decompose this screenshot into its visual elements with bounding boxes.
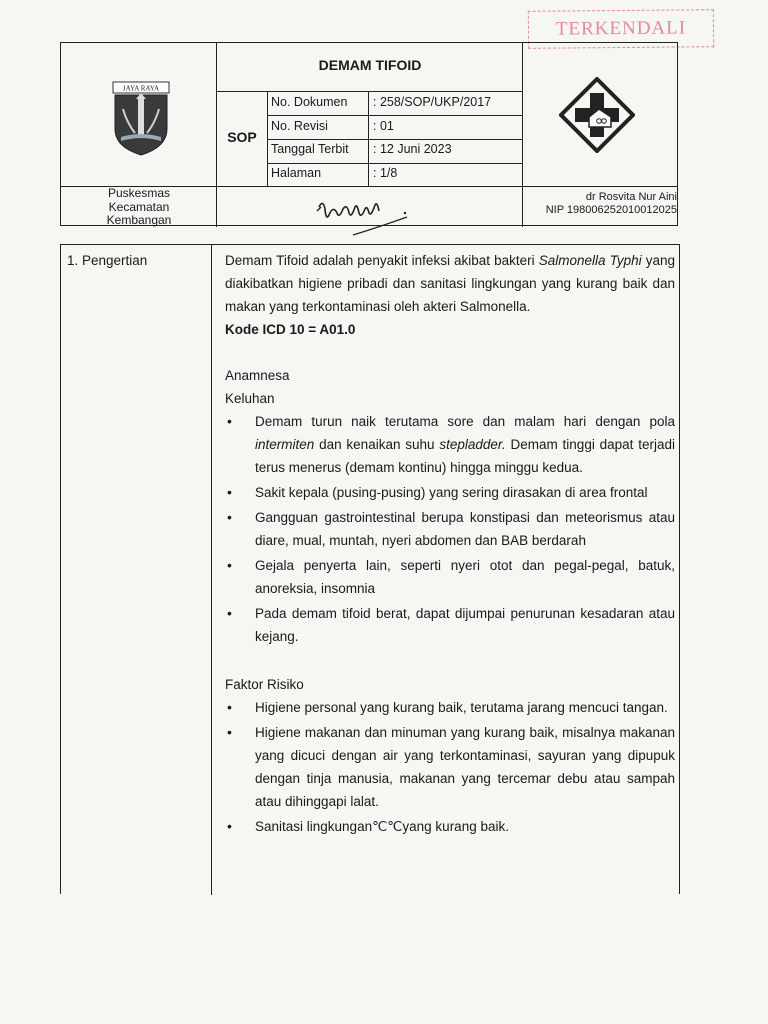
- sop-header-table: [60, 42, 678, 226]
- anamnesa-heading: Anamnesa: [225, 368, 290, 383]
- list-item: • Sakit kepala (pusing-pusing) yang sering dirasakan di area frontal: [225, 481, 675, 504]
- section-content: [225, 249, 675, 840]
- section-label-pengertian: 1. Pengertian: [67, 253, 148, 268]
- keluhan-heading: Keluhan: [225, 391, 275, 406]
- puskesmas-name: Puskesmas Kecamatan Kembangan: [106, 186, 172, 227]
- list-item: • Higiene personal yang kurang baik, terutama jarang mencuci tangan.: [225, 696, 675, 719]
- sop-content-table: [60, 244, 680, 894]
- list-item: • Demam turun naik terutama sore dan malam hari dengan pola intermiten dan kenaikan suhu stepladder. Demam tinggi dapat terjadi terus menerus (demam kontinu) hingga minggu kedua.: [225, 410, 675, 479]
- list-item: • Sanitasi lingkungan℃℃yang kurang baik.: [225, 815, 675, 838]
- meta-label-no-revisi: No. Revisi: [271, 119, 328, 133]
- meta-label-no-dokumen: No. Dokumen: [271, 95, 348, 109]
- meta-label-halaman: Halaman: [271, 166, 322, 180]
- signature: [309, 191, 439, 239]
- meta-value-no-revisi: : 01: [373, 119, 394, 133]
- list-item: • Higiene makanan dan minuman yang kurang baik, misalnya makanan yang dicuci dengan air yang terkontaminasi, sayuran yang dipupuk dengan tinja manusia, makanan yang tercemar debu atau sampah atau dihinggapi lalat.: [225, 721, 675, 813]
- jaya-raya-text: JAYA RAYA: [122, 84, 160, 93]
- jakarta-logo: [107, 79, 175, 157]
- icd-code: Kode ICD 10 = A01.0: [225, 322, 356, 337]
- kepala-puskesmas: dr Rosvita Nur Aini NIP 198006252010012025: [545, 191, 677, 216]
- keluhan-list: [225, 410, 675, 648]
- meta-value-tanggal-terbit: : 12 Juni 2023: [373, 142, 452, 156]
- definition-paragraph: Demam Tifoid adalah penyakit infeksi akibat bakteri Salmonella Typhi yang diakibatkan higiene pribadi dan sanitasi lingkungan yang kurang baik dan makan yang terkontaminasi oleh akteri Salmonella.: [225, 253, 675, 314]
- meta-value-no-dokumen: : 258/SOP/UKP/2017: [373, 95, 492, 109]
- list-item: • Pada demam tifoid berat, dapat dijumpai penurunan kesadaran atau kejang.: [225, 602, 675, 648]
- faktor-risiko-heading: Faktor Risiko: [225, 677, 304, 692]
- puskesmas-logo: [559, 77, 635, 153]
- list-item: • Gejala penyerta lain, seperti nyeri otot dan pegal-pegal, batuk, anoreksia, insomnia: [225, 554, 675, 600]
- list-item: • Gangguan gastrointestinal berupa konstipasi dan meteorismus atau diare, mual, muntah, nyeri abdomen dan BAB berdarah: [225, 506, 675, 552]
- faktor-risiko-list: [225, 696, 675, 838]
- terkendali-stamp: TERKENDALI: [528, 9, 714, 49]
- meta-value-halaman: : 1/8: [373, 166, 398, 180]
- document-title: DEMAM TIFOID: [318, 57, 422, 73]
- meta-label-tanggal-terbit: Tanggal Terbit: [271, 142, 349, 156]
- sop-label: SOP: [227, 129, 257, 145]
